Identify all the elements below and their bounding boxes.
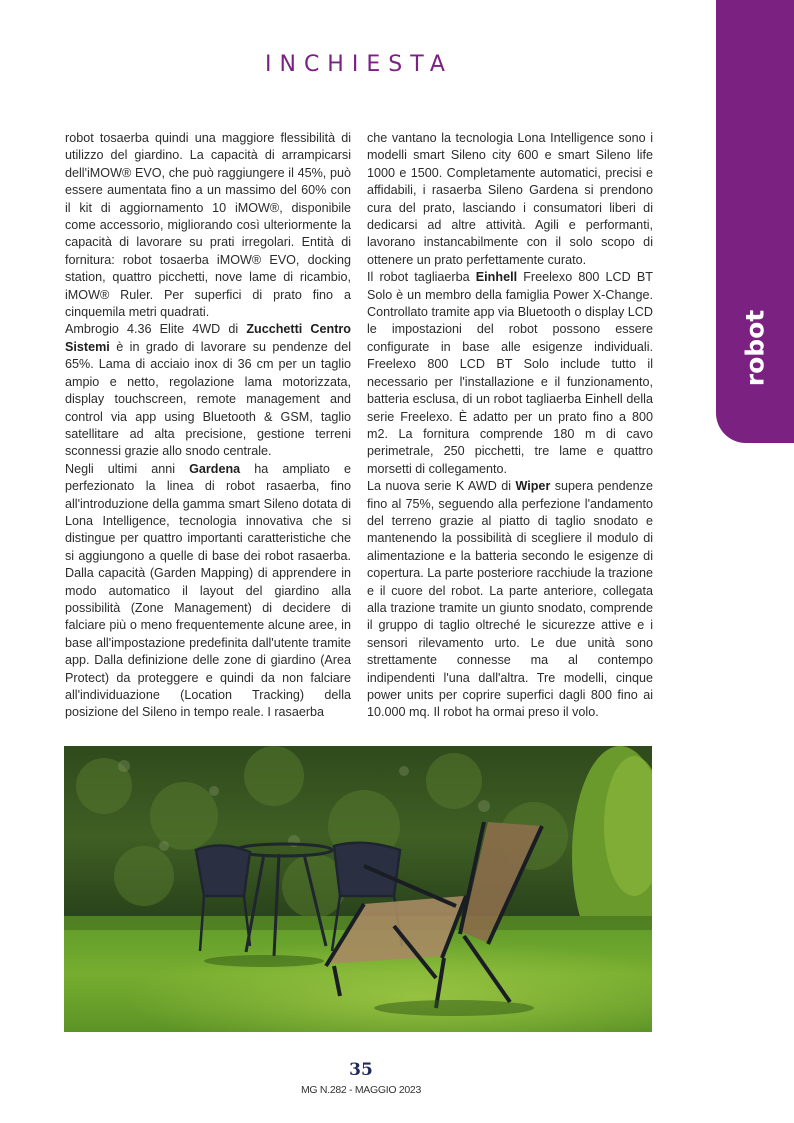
brand-name: Gardena (189, 461, 241, 476)
article-column-left (65, 130, 351, 722)
side-tab-label: robot (740, 309, 770, 387)
article-paragraph (65, 321, 351, 460)
article-paragraph (65, 130, 351, 321)
article-paragraph (367, 478, 653, 722)
article-paragraph (65, 461, 351, 722)
article-paragraph (367, 130, 653, 269)
paragraph-text: Freelexo 800 LCD BT Solo è un membro della famiglia Power X-Change. Controllato tramite app via Bluetooth o display LCD le impostazioni del robot possono essere configurate in base alle esigenze individuali. Freelexo 800 LCD BT Solo include tutto il necessario per l'installazione e il funzionamento, batteria esclusa, di un robot tagliaerba Einhell della serie Freelexo. È adatto per un prato fino a 800 m2. La fornitura comprende 180 m di cavo perimetrale, 250 picchetti, tre lame e quattro morsetti di collegamento. (367, 270, 653, 476)
brand-name: Zucchetti Centro Sistemi (65, 322, 351, 354)
issue-info: MG N.282 - MAGGIO 2023 (300, 1084, 422, 1096)
paragraph-text: Ambrogio 4.36 Elite 4WD di (65, 322, 247, 337)
section-side-tab (716, 0, 794, 443)
article-paragraph (367, 269, 653, 478)
paragraph-text: ha ampliato e perfezionato la linea di robot rasaerba, fino all'introduzione della gamma smart Sileno dotata di Lona Intelligence, tecnologia innovativa che si distingue per quattro importanti caratteristiche che si aggiungono a quelle di base dei robot rasaerba. Dalla capacità (Garden Mapping) di apprendere in modo automatico il layout del giardino alla possibilità (Zone Management) di decidere di falciare più o meno frequentemente alcune aree, in base all'impostazione predefinita dall'utente tramite app. Dalla definizione delle zone di giardino (Area Protect) da proteggere e quindi da non falciare all'individuazione (Location Tracking) della posizione del Sileno in tempo reale. I rasaerba (65, 461, 351, 720)
garden-photo (64, 746, 652, 1032)
paragraph-text: è in grado di lavorare su pendenze del 65%. Lama di acciaio inox di 36 cm per un taglio ampio e netto, regolazione lama motorizzata, display touchscreen, remote management and control via app using Bluetooth & GSM, taglio satellitare ad alta precisione, gestione terreni sconnessi grazie allo snodo centrale. (65, 339, 351, 459)
paragraph-text: robot tosaerba quindi una maggiore flessibilità di utilizzo del giardino. La capacità di arrampicarsi dell'iMOW® EVO, che può raggiungere il 45%, può essere aumentata fino a un massimo del 60% con il kit di aggiornamento 10 iMOW®, disponibile come accessorio, migliorando così ulteriormente la capacità di lavorare su prati irregolari. Entità di fornitura: robot tosaerba iMOW® EVO, docking station, quattro picchetti, nove lame di ricambio, iMOW® Ruler. Per superfici di prato fino a cinquemila metri quadrati. (65, 131, 351, 320)
paragraph-text: Il robot tagliaerba (367, 270, 476, 285)
paragraph-text: che vantano la tecnologia Lona Intelligence sono i modelli smart Sileno city 600 e smart Sileno life 1000 e 1500. Completamente automatici, precisi e affidabili, i rasaerba Sileno Gardena si prendono cura del prato, lasciando i consumatori liberi di dedicarsi ad altre attività. Agili e performanti, lavorano instancabilmente con il solo scopo di ottenere un prato perfettamente curato. (367, 131, 653, 267)
page-number: 35 (349, 1060, 373, 1080)
article-column-right (367, 130, 653, 722)
brand-name: Einhell (475, 270, 518, 285)
section-header: INCHIESTA (265, 52, 453, 77)
paragraph-text: La nuova serie K AWD di (367, 479, 516, 494)
paragraph-text: supera pendenze fino al 75%, seguendo alla perfezione l'andamento del terreno grazie al piatto di taglio snodato e mantenendo la possibilità di scegliere il modulo di alimentazione e la batteria secondo le esigenze di copertura. La parte posteriore racchiude la trazione e il cuore del robot. La parte anteriore, collegata alla trazione tramite un giunto snodato, comprende il gruppo di taglio oltreché le sicurezze attive e i sensori rilevamento urto. Le due unità sono strettamente connesse ma al contempo indipendenti l'una dall'altra. Tre modelli, cinque power units per coprire superfici dagli 800 fino ai 10.000 mq. Il robot ha ormai preso il volo. (367, 479, 653, 720)
paragraph-text: Negli ultimi anni (65, 461, 190, 476)
brand-name: Wiper (515, 479, 551, 494)
